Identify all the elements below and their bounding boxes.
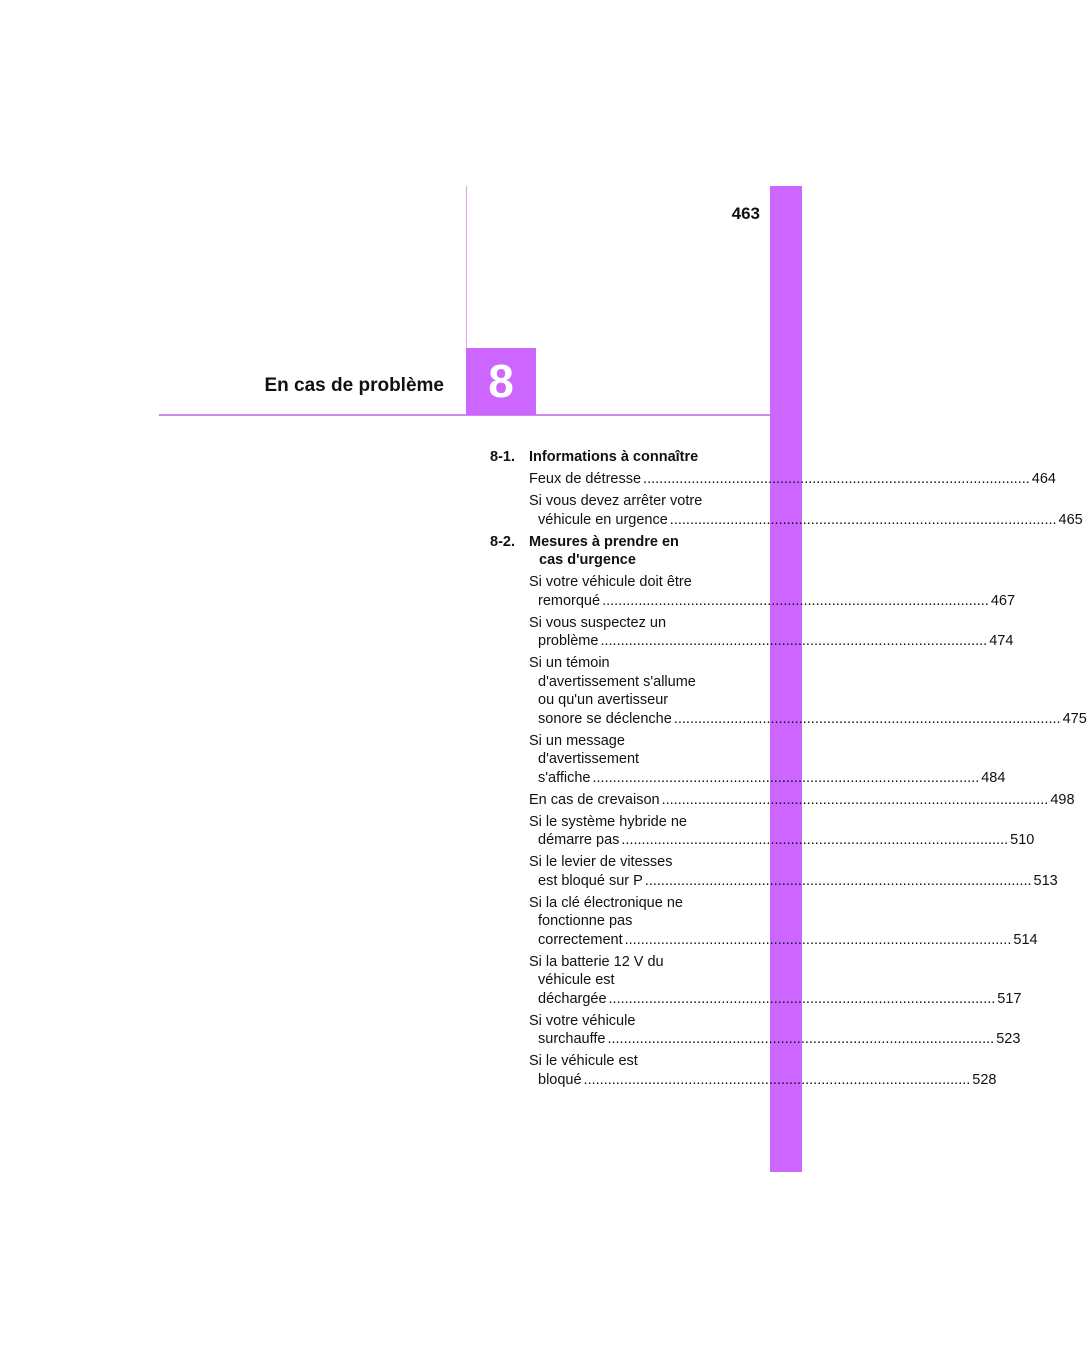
entry-last-line [529, 710, 1087, 729]
section-title-line: Mesures à prendre en [529, 533, 679, 550]
entry-text: correctement [538, 931, 623, 948]
entry-last-line [529, 632, 1014, 651]
toc-entry[interactable] [529, 894, 1038, 950]
entry-page-number: 514 [1013, 931, 1038, 948]
entry-page-number: 465 [1058, 511, 1083, 528]
entry-text: Si la clé électronique ne [529, 894, 683, 911]
entry-page-number: 484 [981, 769, 1006, 786]
entry-text: Si vous devez arrêter votre [529, 493, 703, 509]
chapter-number-badge: 8 [466, 348, 536, 415]
entry-text: bloqué [538, 1071, 582, 1088]
entry-page-number: 467 [990, 592, 1016, 609]
toc-entry[interactable] [529, 813, 1035, 850]
entry-text: sonore se déclenche [538, 710, 672, 727]
section-number: 8-1. [490, 449, 515, 465]
entry-page-number: 513 [1033, 872, 1058, 889]
entry-text: déchargée [538, 990, 607, 1007]
toc-entry[interactable] [529, 470, 1056, 489]
toc-entry[interactable] [529, 492, 1083, 529]
dot-leader [590, 770, 981, 786]
entry-last-line [529, 831, 1035, 850]
entry-last-line [529, 1030, 1021, 1049]
entry-text: Si la batterie 12 V du [529, 953, 664, 970]
entry-page-number: 474 [989, 633, 1014, 649]
vertical-rule [466, 186, 467, 348]
entry-text: surchauffe [538, 1031, 606, 1047]
dot-leader [641, 471, 1032, 487]
entry-text: d'avertissement [538, 751, 640, 767]
entry-page-number: 464 [1031, 471, 1056, 487]
entry-text: Si le système hybride ne [529, 813, 687, 830]
entry-text: Feux de détresse [529, 471, 642, 487]
dot-leader [582, 1072, 973, 1088]
section-heading [490, 533, 741, 570]
toc-entry[interactable] [529, 732, 1006, 788]
entry-last-line [529, 470, 1056, 489]
section-number: 8-2. [490, 533, 515, 550]
entry-text: remorqué [538, 592, 601, 609]
dot-leader [660, 792, 1051, 808]
entry-last-line [529, 872, 1058, 891]
section-title-line: cas d'urgence [539, 552, 636, 568]
entry-text: ou qu'un avertisseur [538, 692, 669, 708]
entry-last-line [529, 511, 1083, 530]
toc-entry[interactable] [529, 654, 1087, 728]
entry-text: Si un témoin [529, 655, 610, 671]
dot-leader [643, 873, 1034, 889]
toc-entry[interactable] [529, 1012, 1021, 1049]
toc-section [490, 533, 1087, 1090]
section-title [529, 448, 741, 467]
dot-leader [598, 633, 989, 649]
entry-text: problème [538, 633, 599, 649]
entry-text: véhicule en urgence [538, 511, 668, 528]
dot-leader [600, 593, 991, 609]
entry-text: En cas de crevaison [529, 791, 660, 808]
section-title-line: Informations à connaître [529, 449, 699, 465]
toc-entry[interactable] [529, 573, 1016, 610]
dot-leader [607, 991, 998, 1007]
entry-page-number: 475 [1062, 710, 1087, 727]
toc-entry[interactable] [529, 1052, 997, 1089]
entry-last-line [529, 1071, 997, 1090]
horizontal-rule [159, 414, 770, 416]
chapter-title: En cas de problème [264, 375, 444, 396]
entry-text: Si un message [529, 732, 625, 749]
page-number: 463 [731, 204, 760, 223]
toc-entry[interactable] [529, 791, 1075, 810]
entry-text: véhicule est [538, 972, 615, 988]
entry-last-line [529, 769, 1006, 788]
entry-text: Si le levier de vitesses [529, 854, 673, 870]
entry-text: s'affiche [538, 769, 591, 786]
entry-text: fonctionne pas [538, 913, 633, 929]
entry-last-line [529, 592, 1016, 611]
entry-text: Si votre véhicule [529, 1012, 636, 1029]
dot-leader [623, 932, 1014, 948]
entry-text: démarre pas [538, 832, 620, 848]
section-title [529, 533, 741, 570]
dot-leader [668, 512, 1059, 528]
entry-last-line [529, 990, 1022, 1009]
entry-text: Si vous suspectez un [529, 614, 667, 631]
toc-section [490, 448, 1083, 529]
entry-page-number: 498 [1050, 791, 1075, 808]
entry-page-number: 528 [972, 1071, 997, 1088]
entry-text: est bloqué sur P [538, 872, 643, 889]
entry-page-number: 523 [996, 1031, 1021, 1047]
section-heading [490, 448, 741, 467]
entry-text: d'avertissement s'allume [538, 673, 696, 690]
dot-leader [619, 832, 1010, 848]
entry-last-line [529, 931, 1038, 950]
dot-leader [672, 711, 1063, 727]
entry-text: Si votre véhicule doit être [529, 574, 692, 590]
toc-entry[interactable] [529, 614, 1014, 651]
entry-page-number: 517 [997, 990, 1022, 1007]
entry-page-number: 510 [1010, 832, 1035, 848]
toc-entry[interactable] [529, 953, 1022, 1009]
toc-entry[interactable] [529, 853, 1058, 890]
chapter-thumb-tab [770, 186, 802, 1172]
table-of-contents [490, 448, 1087, 1093]
entry-text: Si le véhicule est [529, 1053, 638, 1069]
dot-leader [605, 1031, 996, 1047]
entry-last-line [529, 791, 1075, 810]
